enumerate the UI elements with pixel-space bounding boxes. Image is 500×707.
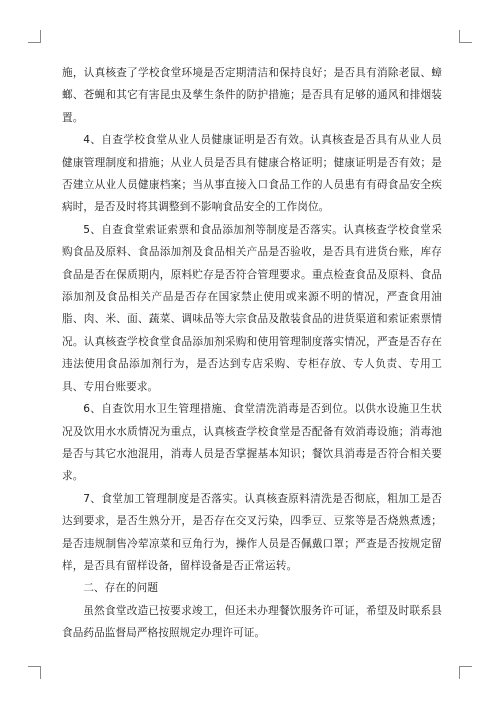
document-body (62, 62, 442, 645)
crop-mark-top-right (459, 30, 472, 43)
paragraph: 6、自查饮用水卫生管理措施、食堂清洗消毒是否到位。以供水设施卫生状况及饮用水水质情况为重点，认真核查学校食堂是否配备有效消毒设施；消毒池是否与其它水池混用，消毒人员是否掌握基本知识；餐饮具消毒是否符合相关要求。 (62, 403, 442, 483)
crop-mark-bottom-left (28, 666, 41, 679)
paragraph: 虽然食堂改造已按要求竣工，但还未办理餐饮服务许可证，希望及时联系县食品药品监督局严格按照规定办理许可证。 (62, 604, 442, 640)
paragraph: 施，认真核查了学校食堂环境是否定期清洁和保持良好；是否具有消除老鼠、蟑螂、苍蝇和其它有害昆虫及孳生条件的防护措施；是否具有足够的通风和排烟装置。 (62, 67, 442, 124)
crop-mark-top-left (28, 30, 41, 43)
crop-mark-bottom-right (459, 666, 472, 679)
section-heading: 二、存在的问题 (83, 582, 159, 595)
paragraph: 7、食堂加工管理制度是否落实。认真核查原料清洗是否彻底，粗加工是否达到要求，是否生熟分开，是否存在交叉污染，四季豆、豆浆等是否烧熟煮透；是否违规制售冷荤凉菜和豆角行为，操作人员是否佩戴口罩；严查是否按规定留样，是否具有留样设备，留样设备是否正常运转。 (62, 492, 442, 572)
paragraph: 5、自查食堂索证索票和食品添加剂等制度是否落实。认真核查学校食堂采购食品及原料、食品添加剂及食品相关产品是否验收，是否具有进货台账，库存食品是否在保质期内，原料贮存是否符合管理要求。重点检查食品及原料、食品添加剂及食品相关产品是否存在国家禁止使用或来源不明的情况，严查食用油脂、肉、米、面、蔬菜、调味品等大宗食品及散装食品的进货渠道和索证索票情况。认真核查学校食堂食品添加剂采购和使用管理制度落实情况，严查是否存在违法使用食品添加剂行为，是否达到专店采购、专柜存放、专人负责、专用工具、专用台账要求。 (62, 223, 442, 393)
paragraph: 4、自查学校食堂从业人员健康证明是否有效。认真核查是否具有从业人员健康管理制度和措施；从业人员是否具有健康合格证明；健康证明是否有效；是否建立从业人员健康档案；当从事直接入口食品工作的人员患有有碍食品安全疾病时，是否及时将其调整到不影响食品安全的工作岗位。 (62, 134, 442, 214)
